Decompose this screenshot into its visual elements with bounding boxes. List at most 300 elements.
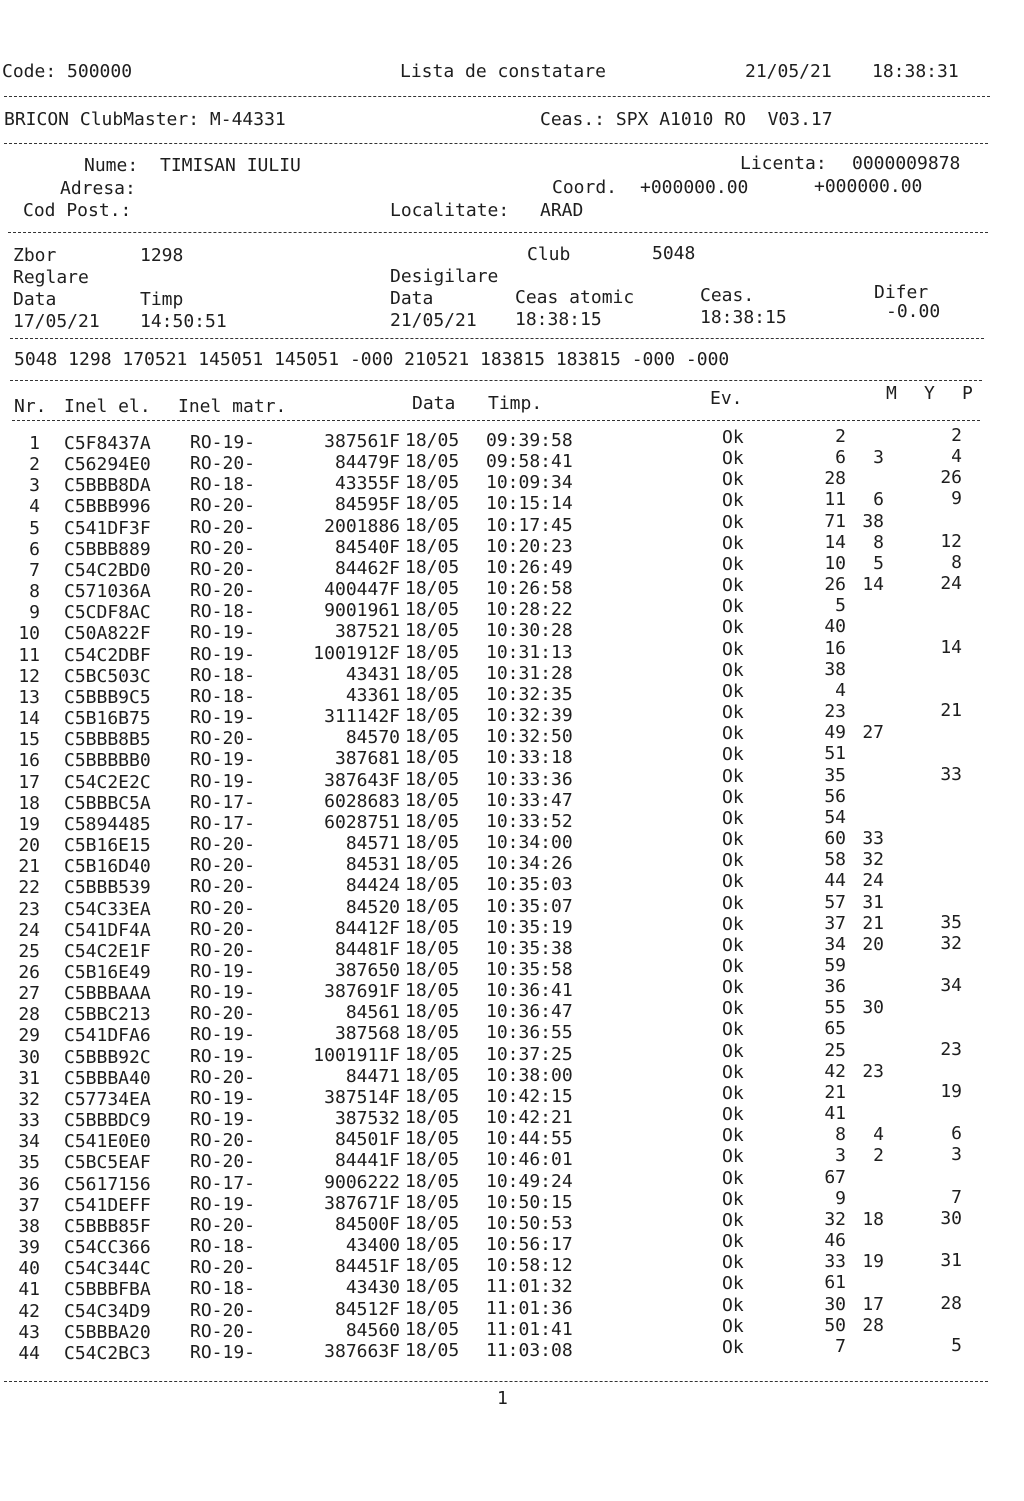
row-y: 32	[862, 849, 884, 871]
row-time: 10:42:15	[486, 1085, 573, 1107]
row-ev: Ok	[722, 892, 744, 914]
row-date: 18/05	[405, 662, 460, 684]
row-nr: 41	[18, 1279, 40, 1301]
row-nr: 5	[29, 517, 40, 539]
desigilare-atomic: 18:38:15	[515, 309, 602, 330]
row-date: 18/05	[405, 959, 460, 980]
row-inel-number: 6028751	[324, 811, 400, 833]
row-p: 28	[940, 1292, 962, 1314]
row-inel-el: C5BBBFBA	[64, 1279, 151, 1301]
row-date: 18/05	[405, 1234, 460, 1256]
row-inel-prefix: RO-20-	[190, 1320, 256, 1342]
row-inel-prefix: RO-20-	[190, 1130, 256, 1152]
row-ev: Ok	[722, 786, 744, 808]
col-inel-el: Inel el.	[64, 396, 151, 417]
postcode-label: Cod Post.:	[23, 200, 132, 221]
row-y: 33	[862, 828, 884, 850]
row-ev: Ok	[722, 1061, 744, 1083]
row-p: 19	[940, 1080, 962, 1102]
row-m: 30	[824, 1293, 846, 1315]
row-date: 18/05	[405, 768, 460, 790]
row-date: 18/05	[405, 980, 460, 1002]
clock-id: Ceas.: SPX A1010 RO V03.17	[540, 109, 833, 130]
row-inel-prefix: RO-19-	[190, 1341, 256, 1363]
row-date: 18/05	[405, 1170, 460, 1192]
row-inel-el: C54C34D9	[64, 1300, 151, 1322]
row-m: 51	[824, 743, 846, 765]
reglare-date: 17/05/21	[13, 311, 100, 332]
row-nr: 3	[29, 475, 40, 497]
locality-value: ARAD	[540, 200, 584, 221]
row-m: 58	[824, 849, 846, 871]
row-nr: 36	[18, 1173, 40, 1195]
row-nr: 33	[18, 1110, 40, 1132]
divider	[8, 232, 988, 233]
row-inel-number: 84540F	[334, 536, 400, 558]
row-ev: Ok	[722, 553, 744, 575]
row-time: 10:58:12	[486, 1255, 573, 1277]
row-nr: 11	[18, 644, 40, 666]
row-nr: 21	[18, 856, 40, 878]
row-ev: Ok	[722, 1294, 744, 1316]
row-inel-number: 84500F	[334, 1213, 400, 1235]
row-ev: Ok	[722, 871, 744, 893]
row-inel-el: C5B16E49	[64, 962, 151, 983]
row-date: 18/05	[405, 641, 460, 663]
row-y: 20	[862, 933, 884, 955]
row-inel-el: C5B16B75	[64, 708, 151, 730]
row-m: 46	[824, 1230, 846, 1252]
row-p: 5	[951, 1334, 962, 1356]
row-inel-number: 311142F	[324, 706, 400, 728]
row-inel-prefix: RO-20-	[190, 1299, 256, 1321]
row-nr: 31	[18, 1067, 40, 1089]
row-ev: Ok	[722, 659, 744, 681]
row-p: 7	[951, 1186, 962, 1208]
row-nr: 40	[18, 1258, 40, 1280]
row-ev: Ok	[722, 1188, 744, 1210]
row-inel-el: C56294E0	[64, 454, 151, 476]
row-p: 2	[951, 425, 962, 446]
row-date: 18/05	[405, 599, 460, 621]
page-title: Lista de constatare	[400, 61, 606, 82]
row-nr: 37	[18, 1194, 40, 1216]
row-p: 33	[940, 763, 962, 785]
row-m: 54	[824, 806, 846, 828]
table-row	[0, 1080, 1024, 1110]
row-date: 18/05	[405, 1276, 460, 1298]
row-inel-number: 43355F	[334, 473, 400, 495]
row-ev: Ok	[722, 1209, 744, 1231]
row-y: 30	[862, 997, 884, 1019]
table-row	[0, 679, 1024, 708]
row-ev: Ok	[722, 913, 744, 935]
desigilare-ceas: 18:38:15	[700, 307, 787, 328]
row-nr: 14	[18, 708, 40, 730]
row-nr: 9	[29, 602, 40, 624]
row-inel-el: C50A822F	[64, 623, 151, 645]
row-inel-el: C5BBB996	[64, 496, 151, 518]
row-time: 09:39:58	[486, 430, 573, 451]
divider	[10, 338, 984, 339]
row-ev: Ok	[722, 702, 744, 724]
row-nr: 19	[18, 813, 40, 835]
row-p: 23	[940, 1038, 962, 1060]
row-date: 18/05	[405, 789, 460, 811]
row-inel-prefix: RO-19-	[190, 1193, 256, 1215]
row-inel-prefix: RO-20-	[190, 918, 256, 940]
row-time: 10:17:45	[486, 514, 573, 536]
row-p: 32	[940, 932, 962, 954]
row-nr: 23	[18, 898, 40, 920]
table-row	[0, 955, 1024, 983]
row-m: 2	[835, 426, 846, 447]
row-time: 10:42:21	[486, 1107, 573, 1129]
row-nr: 6	[29, 538, 40, 560]
row-time: 10:38:00	[486, 1064, 573, 1086]
row-date: 18/05	[405, 1064, 460, 1086]
divider	[4, 143, 988, 144]
row-time: 10:32:39	[486, 705, 573, 727]
row-inel-el: C541E0E0	[64, 1131, 151, 1153]
licence-label: Licenta:	[740, 153, 827, 174]
row-m: 3	[835, 1145, 846, 1167]
row-m: 28	[824, 468, 846, 490]
row-inel-number: 43400	[345, 1235, 400, 1257]
row-time: 10:33:36	[486, 768, 573, 790]
row-inel-number: 84451F	[334, 1256, 400, 1278]
col-inel-matr: Inel matr.	[178, 396, 287, 417]
row-inel-number: 84531	[345, 854, 400, 876]
row-inel-prefix: RO-20-	[190, 516, 256, 538]
table-row	[0, 1314, 1024, 1343]
divider	[4, 1381, 988, 1382]
row-date: 18/05	[405, 916, 460, 938]
table-row	[0, 573, 1024, 603]
row-inel-number: 84595F	[334, 494, 400, 516]
row-inel-el: C5BBB85F	[64, 1215, 151, 1237]
row-nr: 42	[18, 1300, 40, 1322]
row-m: 59	[824, 955, 846, 976]
row-y: 6	[873, 489, 884, 511]
row-inel-prefix: RO-20-	[190, 1066, 256, 1088]
row-inel-prefix: RO-19-	[190, 961, 256, 982]
row-ev: Ok	[722, 1315, 744, 1337]
row-ev: Ok	[722, 765, 744, 787]
row-p: 6	[951, 1123, 962, 1145]
row-date: 18/05	[405, 683, 460, 705]
zbor-label: Zbor	[13, 245, 57, 266]
row-inel-number: 84471	[345, 1065, 400, 1087]
row-inel-prefix: RO-17-	[190, 791, 256, 813]
code-label: Code: 500000	[2, 61, 133, 82]
row-ev: Ok	[722, 1104, 744, 1126]
reglare-data-label: Data	[13, 289, 57, 310]
row-inel-prefix: RO-20-	[190, 558, 256, 580]
table-row	[0, 1250, 1024, 1280]
row-inel-prefix: RO-20-	[190, 537, 256, 559]
row-ev: Ok	[722, 934, 744, 956]
row-inel-prefix: RO-20-	[190, 876, 256, 898]
row-p: 14	[940, 636, 962, 658]
row-inel-number: 400447F	[324, 579, 400, 601]
row-inel-number: 84501F	[334, 1129, 400, 1151]
row-inel-prefix: RO-19-	[190, 643, 256, 665]
row-inel-el: C54CC366	[64, 1237, 151, 1259]
row-m: 71	[824, 510, 846, 532]
table-row	[0, 997, 1024, 1026]
row-inel-prefix: RO-17-	[190, 1172, 256, 1194]
row-time: 10:35:58	[486, 959, 573, 980]
row-date: 18/05	[405, 430, 460, 451]
row-nr: 22	[18, 877, 40, 899]
row-ev: Ok	[722, 1125, 744, 1147]
row-m: 35	[824, 764, 846, 786]
row-date: 18/05	[405, 1085, 460, 1107]
page-number: 1	[497, 1388, 508, 1409]
row-p: 12	[940, 530, 962, 552]
row-date: 18/05	[405, 937, 460, 959]
row-time: 10:33:47	[486, 789, 573, 811]
row-date: 18/05	[405, 620, 460, 642]
row-ev: Ok	[722, 638, 744, 660]
row-inel-prefix: RO-19-	[190, 432, 256, 453]
row-ev: Ok	[722, 617, 744, 639]
row-m: 11	[824, 489, 846, 511]
row-inel-el: C5BBC213	[64, 1004, 151, 1026]
row-nr: 8	[29, 581, 40, 603]
table-row	[0, 595, 1024, 624]
report-date: 21/05/21	[745, 61, 832, 82]
row-ev: Ok	[722, 956, 744, 977]
row-inel-prefix: RO-20-	[190, 855, 256, 877]
row-nr: 34	[18, 1131, 40, 1153]
row-nr: 26	[18, 962, 40, 983]
table-row	[0, 722, 1024, 751]
row-time: 10:36:41	[486, 980, 573, 1002]
reglare-label: Reglare	[13, 267, 89, 288]
row-inel-el: C5BC5EAF	[64, 1152, 151, 1174]
row-date: 18/05	[405, 451, 460, 473]
row-inel-prefix: RO-20-	[190, 495, 256, 517]
row-inel-el: C5894485	[64, 813, 151, 835]
row-time: 10:33:18	[486, 747, 573, 769]
row-inel-el: C57734EA	[64, 1088, 151, 1110]
row-m: 55	[824, 997, 846, 1019]
row-date: 18/05	[405, 493, 460, 515]
row-y: 3	[873, 447, 884, 469]
row-nr: 25	[18, 940, 40, 962]
row-inel-number: 84561	[345, 1002, 400, 1024]
row-inel-prefix: RO-19-	[190, 707, 256, 729]
row-date: 18/05	[405, 1001, 460, 1023]
row-date: 18/05	[405, 1212, 460, 1234]
row-date: 18/05	[405, 810, 460, 832]
row-p: 3	[951, 1144, 962, 1166]
divider	[4, 96, 990, 97]
row-time: 10:09:34	[486, 472, 573, 494]
row-m: 65	[824, 1018, 846, 1040]
row-m: 60	[824, 828, 846, 850]
coord-lon: +000000.00	[814, 176, 923, 197]
coord-label: Coord.	[552, 177, 618, 198]
row-ev: Ok	[722, 469, 744, 491]
table-row	[0, 932, 1024, 962]
col-nr: Nr.	[14, 396, 47, 417]
row-p: 9	[951, 488, 962, 510]
table-row	[0, 1060, 1024, 1089]
row-nr: 24	[18, 919, 40, 941]
row-y: 5	[873, 552, 884, 574]
row-time: 11:01:32	[486, 1276, 573, 1298]
table-row	[0, 763, 1024, 793]
row-y: 8	[873, 531, 884, 553]
row-date: 18/05	[405, 747, 460, 769]
row-inel-prefix: RO-20-	[190, 728, 256, 750]
row-date: 18/05	[405, 705, 460, 727]
row-date: 18/05	[405, 1149, 460, 1171]
row-time: 10:33:52	[486, 810, 573, 832]
row-ev: Ok	[722, 807, 744, 829]
row-date: 18/05	[405, 1318, 460, 1340]
row-y: 4	[873, 1124, 884, 1146]
row-nr: 10	[18, 623, 40, 645]
row-m: 6	[835, 447, 846, 469]
row-inel-el: C5BBBDC9	[64, 1110, 151, 1132]
row-nr: 35	[18, 1152, 40, 1174]
row-inel-number: 84520	[345, 896, 400, 918]
row-inel-number: 84512F	[334, 1298, 400, 1320]
row-inel-prefix: RO-18-	[190, 1236, 256, 1258]
locality-label: Localitate:	[390, 200, 510, 221]
row-date: 18/05	[405, 1191, 460, 1213]
row-inel-number: 387514F	[324, 1086, 400, 1108]
atomic-label: Ceas atomic	[515, 287, 635, 308]
row-inel-prefix: RO-20-	[190, 453, 256, 475]
row-inel-prefix: RO-17-	[190, 812, 256, 834]
row-nr: 28	[18, 1004, 40, 1026]
row-ev: Ok	[722, 977, 744, 999]
row-inel-el: C5BBB539	[64, 877, 151, 899]
row-time: 10:32:35	[486, 683, 573, 705]
zbor-value: 1298	[140, 245, 184, 266]
row-inel-el: C5BBB8B5	[64, 729, 151, 751]
row-date: 18/05	[405, 1043, 460, 1065]
row-m: 26	[824, 574, 846, 596]
row-inel-el: C541DFA6	[64, 1025, 151, 1047]
row-inel-number: 84479F	[334, 452, 400, 474]
row-inel-prefix: RO-20-	[190, 897, 256, 919]
row-y: 27	[862, 722, 884, 744]
row-inel-prefix: RO-18-	[190, 1278, 256, 1300]
row-time: 10:46:01	[486, 1149, 573, 1171]
row-inel-number: 43430	[345, 1277, 400, 1299]
row-inel-number: 387650	[334, 960, 400, 981]
row-inel-prefix: RO-19-	[190, 982, 256, 1004]
row-m: 4	[835, 679, 846, 701]
table-row	[0, 636, 1024, 666]
row-p: 35	[940, 911, 962, 933]
row-nr: 30	[18, 1046, 40, 1068]
row-ev: Ok	[722, 1082, 744, 1104]
row-y: 24	[862, 870, 884, 892]
row-nr: 43	[18, 1321, 40, 1343]
row-nr: 17	[18, 771, 40, 793]
row-inel-number: 1001912F	[313, 642, 400, 664]
row-nr: 13	[18, 686, 40, 708]
col-y: Y	[924, 383, 935, 404]
row-ev: Ok	[722, 1273, 744, 1295]
row-inel-number: 43431	[345, 663, 400, 685]
address-label: Adresa:	[60, 178, 136, 199]
row-nr: 18	[18, 792, 40, 814]
row-m: 21	[824, 1081, 846, 1103]
row-inel-number: 9001961	[324, 600, 400, 622]
row-inel-el: C5BBBA20	[64, 1321, 151, 1343]
row-m: 44	[824, 870, 846, 892]
row-ev: Ok	[722, 1167, 744, 1189]
row-ev: Ok	[722, 850, 744, 872]
row-time: 11:01:36	[486, 1297, 573, 1319]
row-date: 18/05	[405, 1339, 460, 1361]
row-date: 18/05	[405, 1297, 460, 1319]
col-p: P	[962, 383, 973, 404]
row-inel-el: C5617156	[64, 1173, 151, 1195]
row-m: 9	[835, 1187, 846, 1209]
table-row	[0, 616, 1024, 645]
row-p: 4	[951, 446, 962, 468]
desigilare-data-label: Data	[390, 288, 434, 309]
row-p: 21	[940, 700, 962, 722]
table-row	[0, 658, 1024, 687]
divider	[10, 380, 982, 381]
table-row	[0, 743, 1024, 772]
row-inel-el: C5BBBA40	[64, 1067, 151, 1089]
row-inel-el: C54C2E2C	[64, 771, 151, 793]
club-label: Club	[527, 244, 571, 265]
row-nr: 7	[29, 559, 40, 581]
row-ev: Ok	[722, 490, 744, 512]
row-ev: Ok	[722, 998, 744, 1020]
row-date: 18/05	[405, 1255, 460, 1277]
col-timp: Timp.	[488, 393, 543, 414]
row-nr: 29	[18, 1025, 40, 1047]
row-date: 18/05	[405, 556, 460, 578]
row-inel-number: 84570	[345, 727, 400, 749]
table-row	[0, 1207, 1024, 1237]
row-inel-number: 84441F	[334, 1150, 400, 1172]
row-m: 41	[824, 1103, 846, 1125]
system-id: BRICON ClubMaster: M-44331	[4, 109, 286, 130]
row-m: 16	[824, 637, 846, 659]
row-inel-number: 84571	[345, 833, 400, 855]
row-nr: 44	[18, 1342, 40, 1364]
row-inel-prefix: RO-19-	[190, 1109, 256, 1131]
row-time: 10:26:49	[486, 556, 573, 578]
row-y: 18	[862, 1208, 884, 1230]
row-ev: Ok	[722, 596, 744, 618]
row-inel-prefix: RO-20-	[190, 939, 256, 961]
name-label: Nume:	[84, 155, 139, 176]
ceas-label: Ceas.	[700, 285, 755, 306]
row-m: 10	[824, 552, 846, 574]
row-inel-el: C5BBB889	[64, 538, 151, 560]
row-nr: 32	[18, 1088, 40, 1110]
row-y: 23	[862, 1060, 884, 1082]
row-inel-el: C541DF3F	[64, 517, 151, 539]
row-time: 10:56:17	[486, 1234, 573, 1256]
row-time: 09:58:41	[486, 451, 573, 473]
